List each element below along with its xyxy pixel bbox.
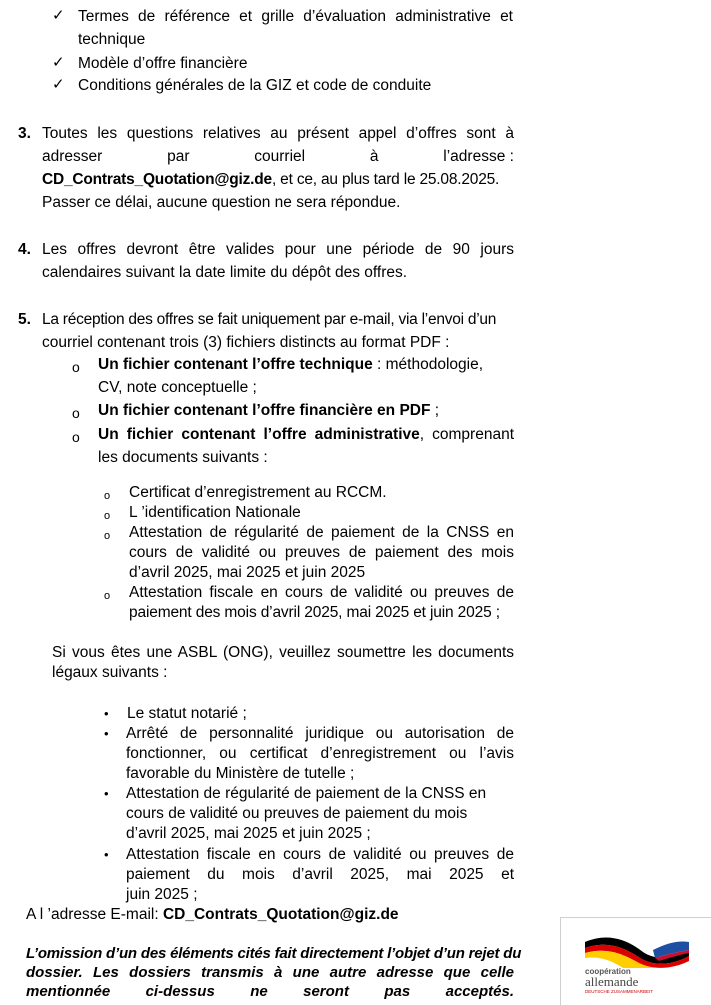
doc-rccm: Certificat d’enregistrement au RCCM. bbox=[129, 484, 387, 501]
sub-item-technique: Un fichier contenant l’offre technique : méthodologie, bbox=[98, 356, 484, 373]
item-number: 3. bbox=[18, 125, 31, 142]
item3-line3: CD_Contrats_Quotation@giz.de, et ce, au plus tard le 25.08.2025. bbox=[42, 171, 500, 188]
asbl-doc-arrete-3: favorable du Ministère de tutelle ; bbox=[126, 765, 355, 782]
logo-line3: DEUTSCHE ZUSAMMENARBEIT bbox=[585, 989, 654, 994]
check-icon: ✓ bbox=[52, 7, 65, 24]
doc-identification: L ’identification Nationale bbox=[129, 504, 301, 521]
bullet-icon: • bbox=[104, 847, 109, 862]
bullet-icon: • bbox=[104, 726, 109, 741]
submission-email[interactable]: CD_Contrats_Quotation@giz.de bbox=[162, 906, 399, 923]
asbl-doc-arrete-2: fonctionner, ou certificat d’enregistrement ou l’avis bbox=[126, 745, 514, 762]
flag-swoosh-icon bbox=[583, 930, 693, 970]
item3-line1: Toutes les questions relatives au présent appel d’offres sont à bbox=[42, 125, 514, 142]
checklist-item-2: Modèle d’offre financière bbox=[78, 55, 248, 72]
asbl-doc-statut: Le statut notarié ; bbox=[127, 705, 247, 722]
checklist-item-3: Conditions générales de la GIZ et code de conduite bbox=[78, 77, 432, 94]
sub-item-technique-line2: CV, note conceptuelle ; bbox=[98, 379, 257, 396]
cooperation-allemande-logo bbox=[560, 917, 711, 1005]
logo-line1: coopération bbox=[585, 967, 631, 976]
small-circle-bullet-icon: o bbox=[104, 490, 111, 502]
asbl-intro-1: Si vous êtes une ASBL (ONG), veuillez soumettre les documents bbox=[52, 644, 514, 661]
asbl-doc-cnss-1: Attestation de régularité de paiement de la CNSS en bbox=[126, 785, 487, 802]
circle-bullet-icon: o bbox=[72, 405, 80, 421]
asbl-intro-2: légaux suivants : bbox=[52, 664, 168, 681]
logo-line2: allemande bbox=[585, 974, 639, 989]
email-line: A l ’adresse E-mail: CD_Contrats_Quotation@giz.de bbox=[26, 906, 399, 923]
item-number: 5. bbox=[18, 311, 31, 328]
closing-line-3: mentionnée ci-dessus ne seront pas acceptés. bbox=[26, 983, 514, 1000]
bullet-icon: • bbox=[104, 706, 109, 721]
check-icon: ✓ bbox=[52, 54, 65, 71]
circle-bullet-icon: o bbox=[72, 429, 80, 445]
item4-line1: Les offres devront être valides pour une période de 90 jours bbox=[42, 241, 514, 258]
asbl-doc-fiscale-1: Attestation fiscale en cours de validité ou preuves de bbox=[126, 846, 514, 863]
sub-item-administrative: Un fichier contenant l’offre administrative, comprenant bbox=[98, 426, 514, 443]
doc-fiscale-1: Attestation fiscale en cours de validité ou preuves de bbox=[129, 584, 514, 601]
doc-cnss-1: Attestation de régularité de paiement de la CNSS en bbox=[129, 524, 514, 541]
small-circle-bullet-icon: o bbox=[104, 590, 111, 602]
sub-item-administrative-line2: les documents suivants : bbox=[98, 449, 268, 466]
doc-cnss-2: cours de validité ou preuves de paiement des mois bbox=[129, 544, 514, 561]
doc-fiscale-2: paiement des mois d’avril 2025, mai 2025 et juin 2025 ; bbox=[129, 604, 500, 621]
item5-line1: La réception des offres se fait uniquement par e-mail, via l’envoi d’un bbox=[42, 311, 497, 328]
small-circle-bullet-icon: o bbox=[104, 530, 111, 542]
item3-line4: Passer ce délai, aucune question ne sera répondue. bbox=[42, 194, 401, 211]
closing-line-1: L’omission d’un des éléments cités fait directement l’objet d’un rejet du bbox=[26, 945, 522, 962]
checklist-item-1a: Termes de référence et grille d’évaluation administrative et bbox=[78, 8, 513, 25]
bullet-icon: • bbox=[104, 786, 109, 801]
asbl-doc-cnss-3: d’avril 2025, mai 2025 et juin 2025 ; bbox=[126, 825, 371, 842]
item5-line2: courriel contenant trois (3) fichiers distincts au format PDF : bbox=[42, 334, 450, 351]
asbl-doc-cnss-2: cours de validité ou preuves de paiement du mois bbox=[126, 805, 468, 822]
item-number: 4. bbox=[18, 241, 31, 258]
asbl-doc-arrete-1: Arrêté de personnalité juridique ou autorisation de bbox=[126, 725, 514, 742]
contact-email[interactable]: CD_Contrats_Quotation@giz.de bbox=[42, 171, 272, 188]
check-icon: ✓ bbox=[52, 76, 65, 93]
closing-line-2: dossier. Les dossiers transmis à une autre adresse que celle bbox=[26, 964, 514, 981]
item3-line2: adresser par courriel à l’adresse : bbox=[42, 148, 514, 165]
asbl-doc-fiscale-3: juin 2025 ; bbox=[126, 886, 198, 903]
circle-bullet-icon: o bbox=[72, 359, 80, 375]
item4-line2: calendaires suivant la date limite du dépôt des offres. bbox=[42, 264, 408, 281]
doc-cnss-3: d’avril 2025, mai 2025 et juin 2025 bbox=[129, 564, 366, 581]
asbl-doc-fiscale-2: paiement du mois d’avril 2025, mai 2025 et bbox=[126, 866, 514, 883]
checklist-item-1b: technique bbox=[78, 31, 146, 48]
small-circle-bullet-icon: o bbox=[104, 510, 111, 522]
sub-item-financiere: Un fichier contenant l’offre financière en PDF ; bbox=[98, 402, 440, 419]
